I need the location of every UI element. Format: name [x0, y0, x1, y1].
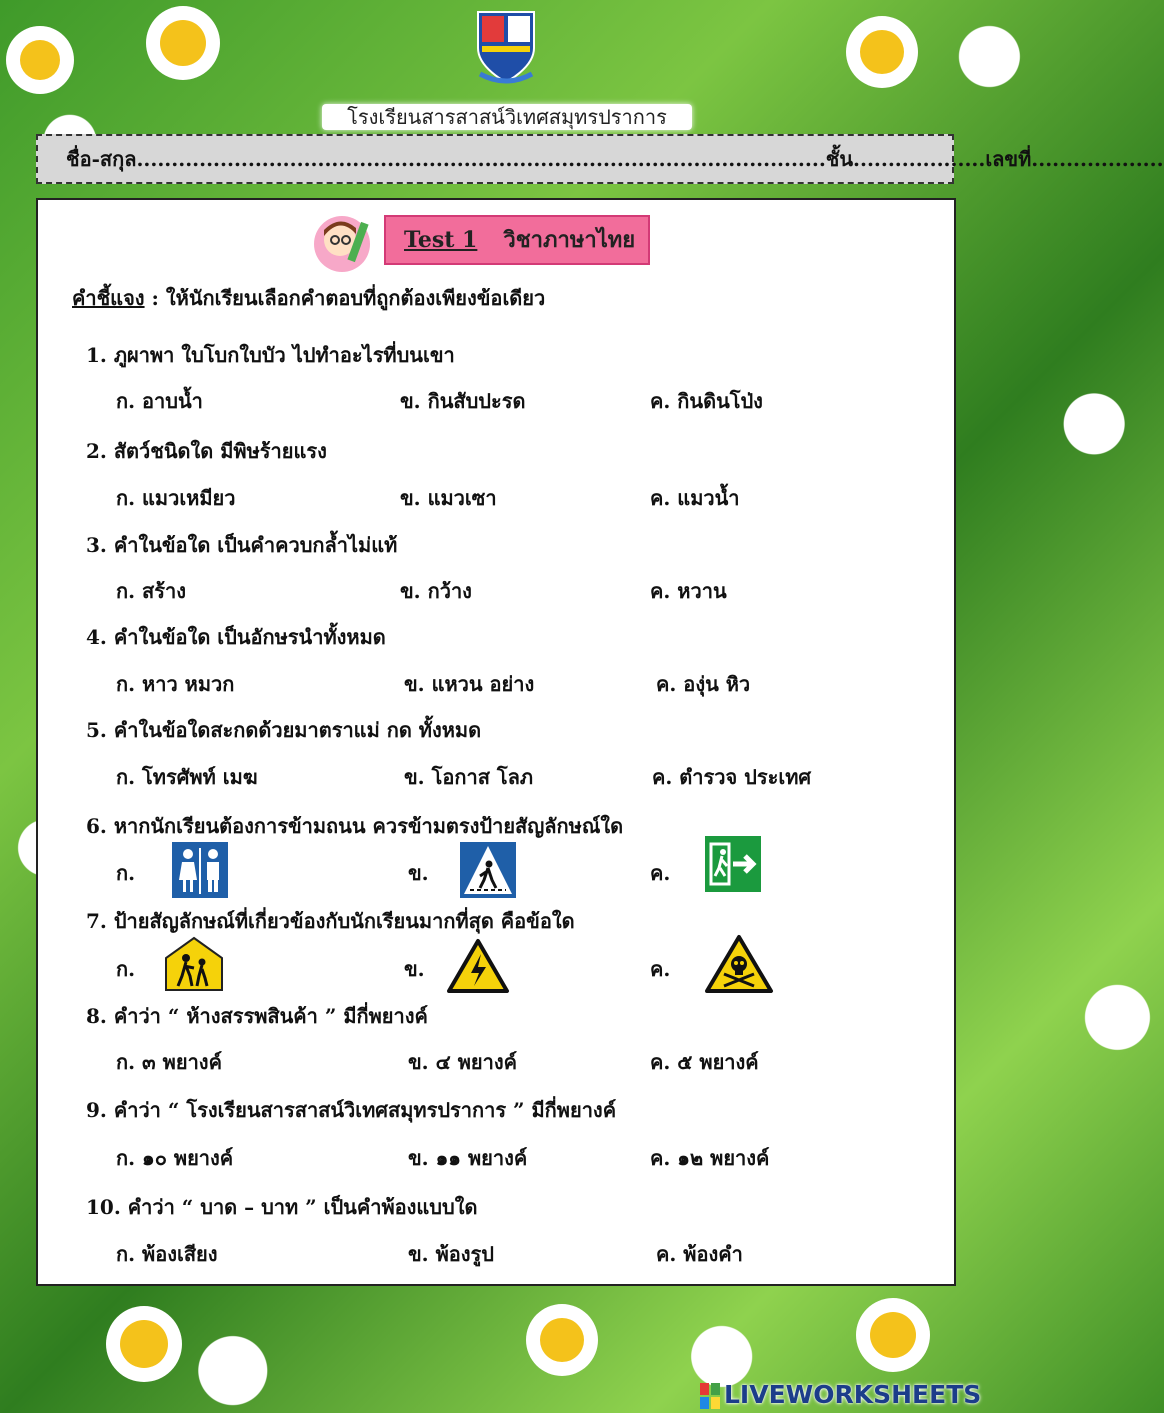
option-b[interactable]: ข. แมวเซา	[400, 486, 497, 510]
toxic-skull-sign-icon[interactable]	[704, 934, 774, 994]
liveworksheets-badge-icon	[700, 1383, 720, 1409]
option-c[interactable]: ค. หวาน	[650, 579, 727, 603]
daisy-decoration	[20, 40, 60, 80]
question-text: 4. คำในข้อใด เป็นอักษรนำทั้งหมด	[86, 625, 386, 649]
test-label: Test 1	[404, 227, 478, 253]
option-c[interactable]: ค. ๕ พยางค์	[650, 1050, 759, 1074]
subject-label: วิชาภาษาไทย	[503, 227, 636, 253]
question-text: 8. คำว่า “ ห้างสรรพสินค้า ” มีกี่พยางค์	[86, 1004, 428, 1028]
instruction-label: คำชี้แจง	[72, 286, 145, 310]
daisy-decoration	[540, 1318, 584, 1362]
option-a[interactable]: ก. อาบน้ำ	[116, 389, 203, 413]
question-text: 3. คำในข้อใด เป็นคำควบกล้ำไม่แท้	[86, 533, 398, 557]
question-text: 6. หากนักเรียนต้องการข้ามถนน ควรข้ามตรงป้ายสัญลักษณ์ใด	[86, 814, 624, 838]
option-b[interactable]: ข. กว้าง	[400, 579, 472, 603]
option-a[interactable]: ก. แมวเหมียว	[116, 486, 236, 510]
option-b[interactable]: ข. กินสับปะรด	[400, 389, 526, 413]
option-c[interactable]: ค. องุ่น หิว	[656, 672, 751, 696]
daisy-decoration	[160, 20, 206, 66]
option-b[interactable]: ข.	[408, 861, 429, 885]
option-c[interactable]: ค. ๑๒ พยางค์	[650, 1146, 770, 1170]
option-a[interactable]: ก.	[116, 957, 136, 981]
option-b[interactable]: ข. แหวน อย่าง	[404, 672, 535, 696]
option-a[interactable]: ก. สร้าง	[116, 579, 186, 603]
school-zone-sign-icon[interactable]	[164, 936, 224, 992]
option-a[interactable]: ก. ๓ พยางค์	[116, 1050, 222, 1074]
option-a[interactable]: ก. ๑๐ พยางค์	[116, 1146, 234, 1170]
option-a[interactable]: ก. หาว หมวก	[116, 672, 235, 696]
school-name-banner: โรงเรียนสารสาสน์วิเทศสมุทรปราการ	[322, 104, 692, 130]
question-text: 5. คำในข้อใดสะกดด้วยมาตราแม่ กด ทั้งหมด	[86, 718, 482, 742]
option-c[interactable]: ค. กินดินโป่ง	[650, 389, 763, 413]
question-text: 7. ป้ายสัญลักษณ์ที่เกี่ยวข้องกับนักเรียนมากที่สุด คือข้อใด	[86, 909, 575, 933]
daisy-decoration	[860, 30, 904, 74]
emergency-exit-sign-icon[interactable]	[702, 834, 764, 894]
student-info-line: ชื่อ-สกุล...................................................................................................ชั้น...................เลขที่...................	[36, 134, 954, 184]
option-c[interactable]: ค.	[650, 957, 671, 981]
pedestrian-crossing-sign-icon[interactable]	[458, 840, 518, 900]
option-c[interactable]: ค. แมวน้ำ	[650, 486, 740, 510]
question-text: 2. สัตว์ชนิดใด มีพิษร้ายแรง	[86, 439, 327, 463]
option-c[interactable]: ค. ตำรวจ ประเทศ	[652, 765, 812, 789]
option-b[interactable]: ข.	[404, 957, 425, 981]
option-b[interactable]: ข. พ้องรูป	[408, 1242, 494, 1266]
question-text: 10. คำว่า “ บาด – บาท ” เป็นคำพ้องแบบใด	[86, 1195, 478, 1219]
option-c[interactable]: ค.	[650, 861, 671, 885]
high-voltage-sign-icon[interactable]	[446, 938, 510, 994]
option-a[interactable]: ก.	[116, 861, 136, 885]
option-b[interactable]: ข. ๔ พยางค์	[408, 1050, 517, 1074]
option-a[interactable]: ก. พ้องเสียง	[116, 1242, 218, 1266]
school-crest-logo	[474, 8, 538, 86]
option-b[interactable]: ข. โอกาส โลภ	[404, 765, 534, 789]
option-a[interactable]: ก. โทรศัพท์ เมฆ	[116, 765, 258, 789]
question-text: 9. คำว่า “ โรงเรียนสารสาสน์วิเทศสมุทรปราการ ” มีกี่พยางค์	[86, 1098, 617, 1122]
restroom-sign-icon[interactable]	[170, 840, 230, 900]
option-c[interactable]: ค. พ้องคำ	[656, 1242, 743, 1266]
question-text: 1. ภูผาพา ใบโบกใบบัว ไปทำอะไรที่บนเขา	[86, 343, 455, 367]
liveworksheets-brand: LIVEWORKSHEETS	[724, 1380, 982, 1409]
instruction-text: : ให้นักเรียนเลือกคำตอบที่ถูกต้องเพียงข้อเดียว	[144, 286, 546, 310]
daisy-decoration	[120, 1320, 168, 1368]
girl-with-pencil-icon	[310, 212, 378, 274]
daisy-decoration	[870, 1312, 916, 1358]
instruction	[72, 282, 545, 314]
test-title-box	[384, 215, 650, 265]
option-b[interactable]: ข. ๑๑ พยางค์	[408, 1146, 528, 1170]
